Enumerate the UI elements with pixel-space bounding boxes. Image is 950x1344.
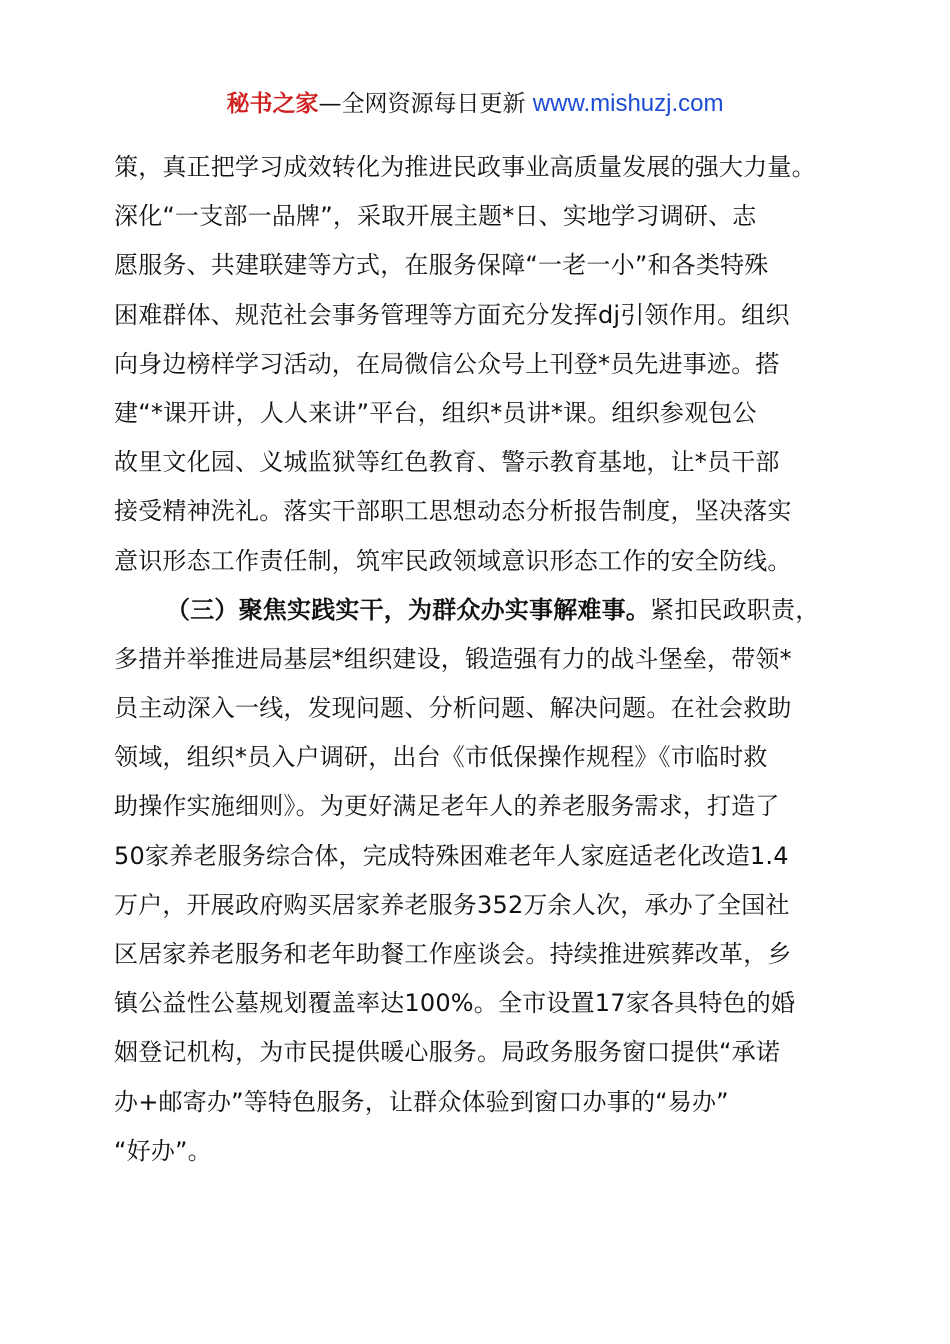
body-line: 助操作实施细则》。为更好满足老年人的养老服务需求，打造了 — [114, 792, 780, 821]
body-line: 向身边榜样学习活动，在局微信公众号上刊登*员先进事迹。搭 — [114, 349, 780, 378]
body-line: “好办”。 — [114, 1136, 212, 1165]
section-3-first-line — [114, 586, 854, 635]
body-line: 50家养老服务综合体，完成特殊困难老年人家庭适老化改造1.4 — [114, 841, 789, 870]
body-line: 意识形态工作责任制，筑牢民政领域意识形态工作的安全防线。 — [114, 546, 792, 575]
body-line: 深化“一支部一品牌”，采取开展主题*日、实地学习调研、志 — [114, 202, 757, 231]
body-line: 镇公益性公墓规划覆盖率达100%。全市设置17家各具特色的婚 — [114, 989, 796, 1018]
body-line: 万户，开展政府购买居家养老服务352万余人次，承办了全国社 — [114, 890, 790, 919]
body-line: 愿服务、共建联建等方式，在服务保障“一老一小”和各类特殊 — [114, 251, 769, 280]
body-line: 办+邮寄办”等特色服务，让群众体验到窗口办事的“易办” — [114, 1087, 729, 1116]
body-line: 多措并举推进局基层*组织建设，锻造强有力的战斗堡垒，带领* — [114, 644, 792, 673]
document-body — [114, 143, 854, 1176]
body-line: 区居家养老服务和老年助餐工作座谈会。持续推进殡葬改革，乡 — [114, 940, 792, 968]
section-3-heading: （三）聚焦实践实干，为群众办实事解难事。 — [166, 595, 650, 624]
body-line: 领域，组织*员入户调研，出台《市低保操作规程》《市临时救 — [114, 743, 768, 772]
body-line: 策，真正把学习成效转化为推进民政事业高质量发展的强大力量。 — [114, 153, 816, 181]
body-line: 员主动深入一线，发现问题、分析问题、解决问题。在社会救助 — [114, 694, 792, 723]
brand-name: 秘书之家 — [226, 91, 319, 117]
body-line: 姻登记机构，为市民提供暖心服务。局政务服务窗口提供“承诺 — [114, 1038, 781, 1067]
body-line: 建“*课开讲，人人来讲”平台，组织*员讲*课。组织参观包公 — [114, 398, 757, 427]
site-url-link[interactable]: www.mishuzj.com — [532, 90, 724, 117]
page-header — [0, 86, 950, 122]
body-line: 接受精神洗礼。落实干部职工思想动态分析报告制度，坚决落实 — [114, 497, 792, 526]
header-tagline: —全网资源每日更新 — [318, 91, 533, 117]
body-line: 困难群体、规范社会事务管理等方面充分发挥dj引领作用。组织 — [114, 300, 790, 329]
body-line: 故里文化园、义城监狱等红色教育、警示教育基地，让*员干部 — [114, 448, 780, 477]
section-3-first-line-tail: 紧扣民政职责， — [650, 595, 820, 624]
